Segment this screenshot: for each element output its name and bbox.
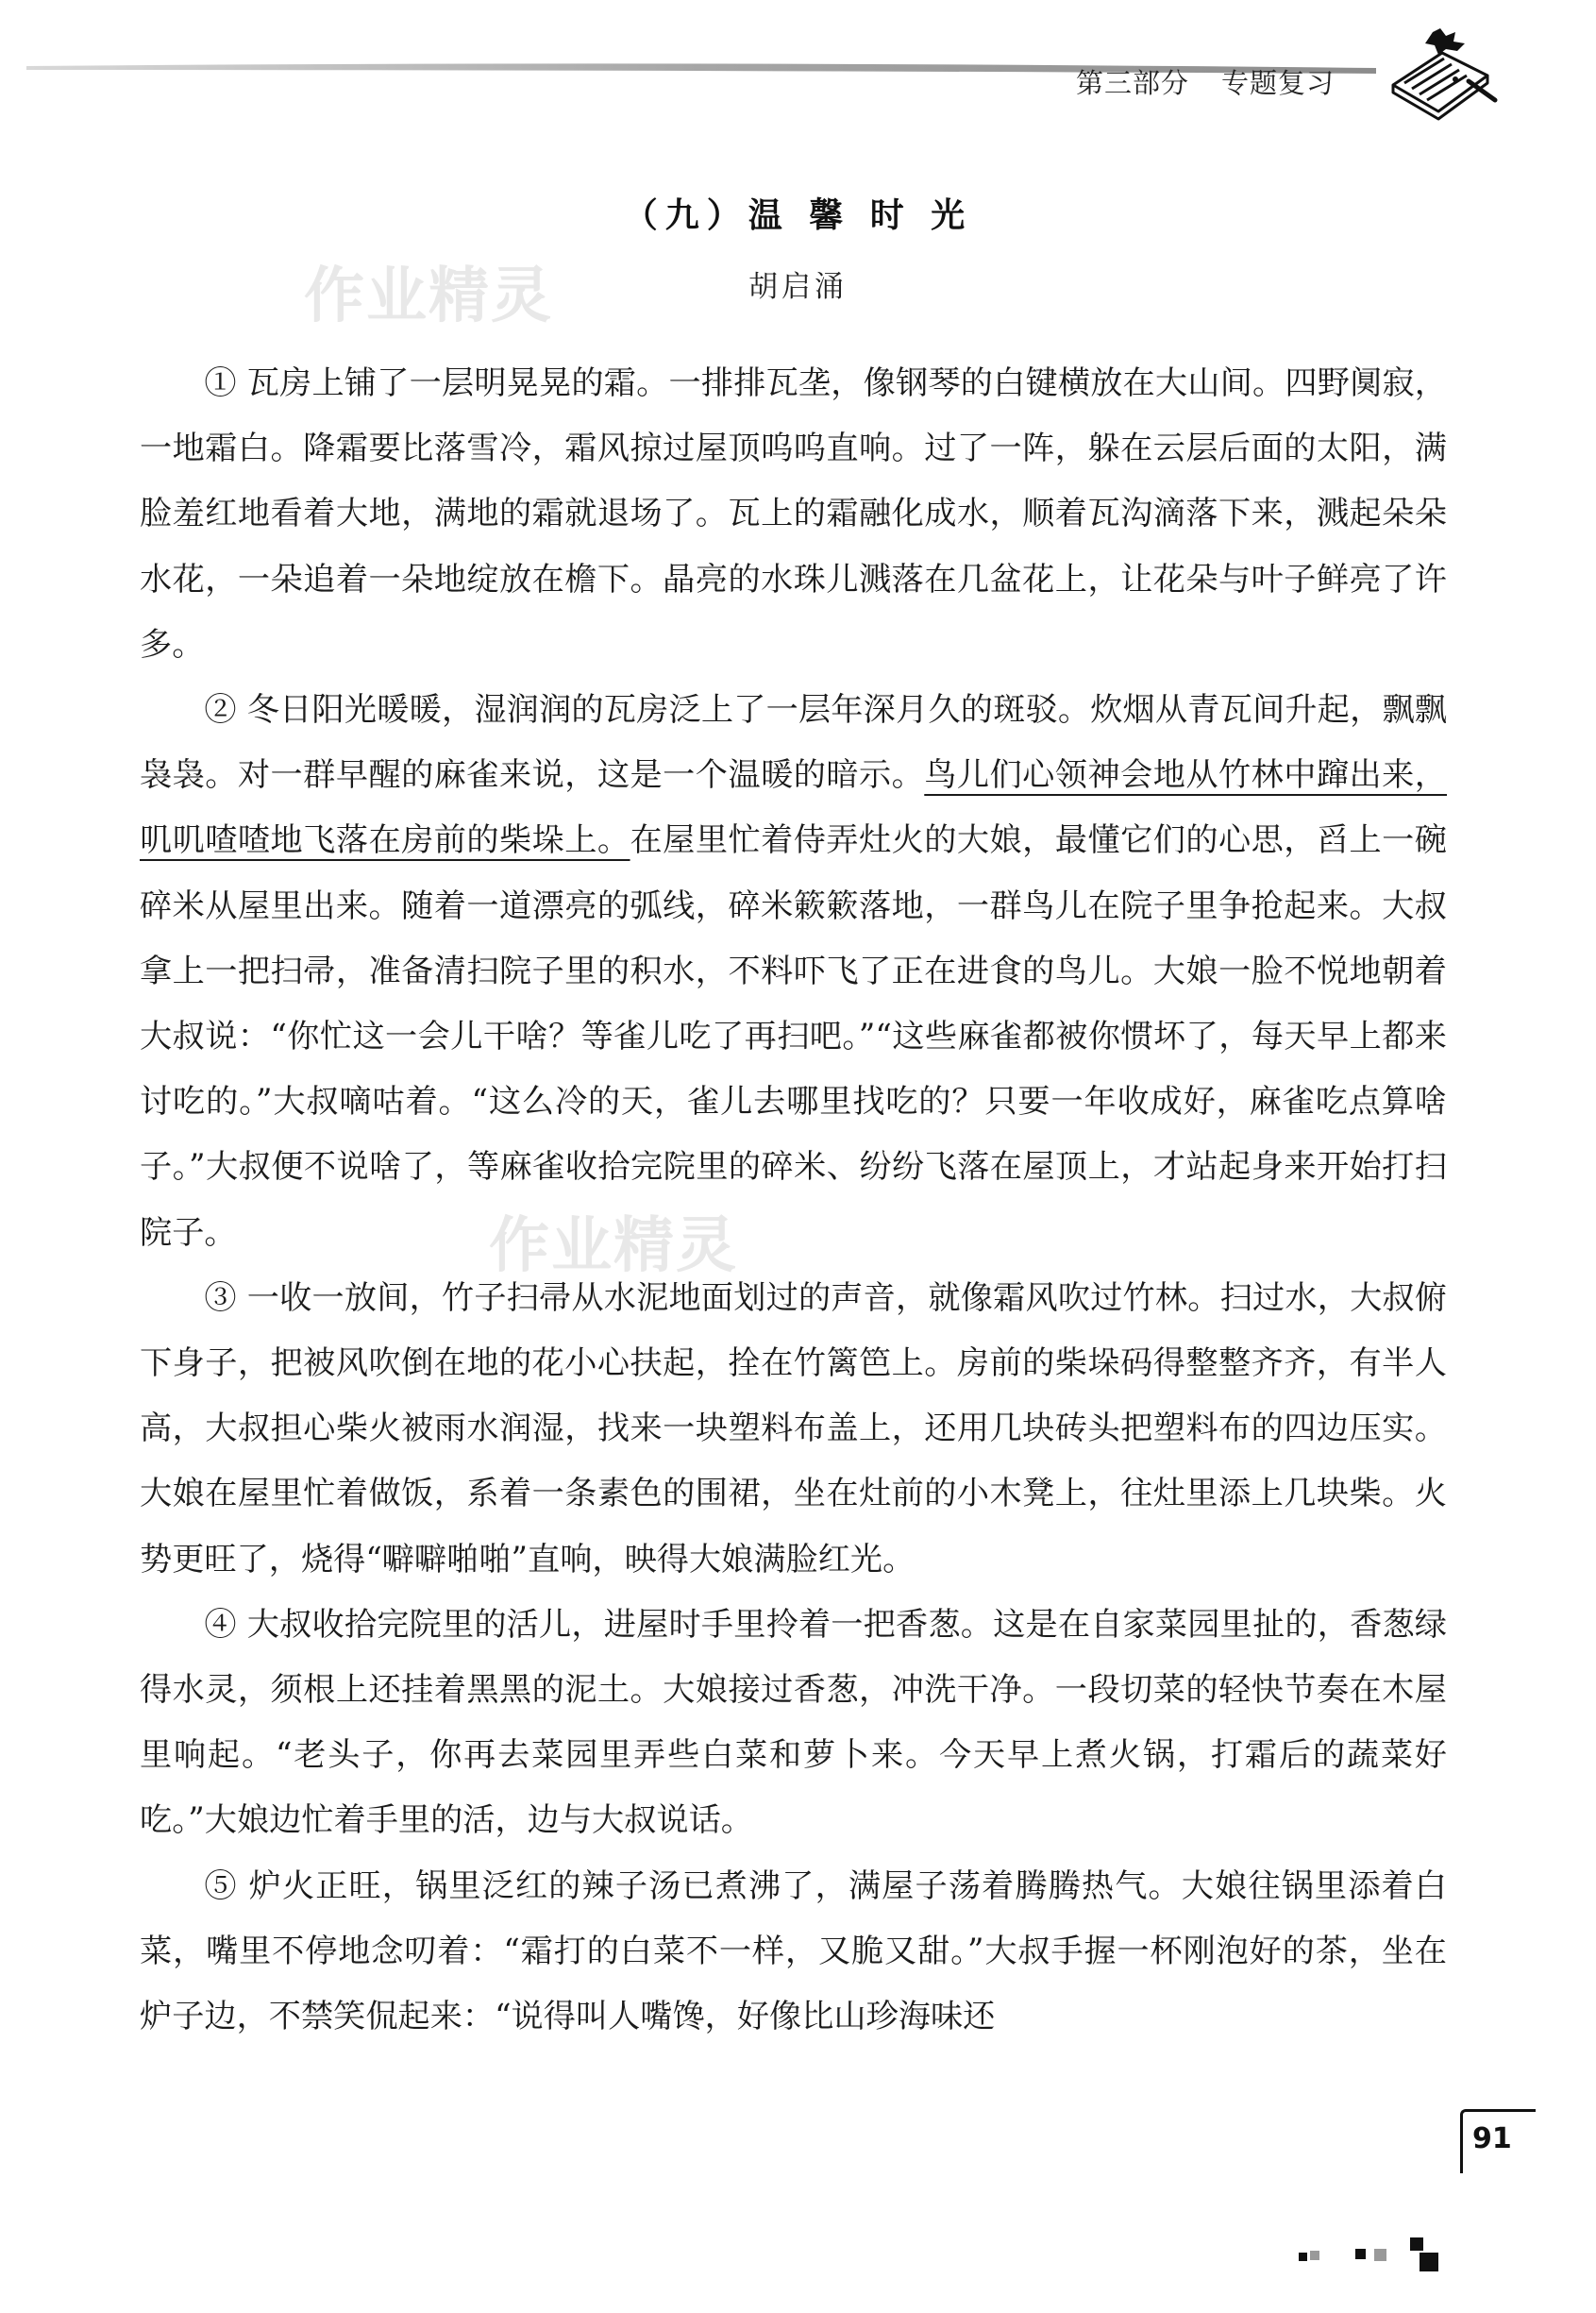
watermark: 作业精灵	[304, 262, 553, 331]
article-author: 胡启涌	[748, 270, 848, 304]
paragraph-1: ① 瓦房上铺了一层明晃晃的霜。一排排瓦垄，像钢琴的白键横放在大山间。四野阒寂，一地霜白。降霜要比落雪冷，霜风掠过屋顶呜呜直响。过了一阵，躲在云层后面的太阳，满脸羞红地看着大地，满地的霜就退场了。瓦上的霜融化成水，顺着瓦沟滴落下来，溅起朵朵水花，一朵追着一朵地绽放在檐下。晶亮的水珠儿溅落在几盆花上，让花朵与叶子鲜亮了许多。	[140, 364, 1447, 664]
article-title: （九）温 馨 时 光	[623, 196, 973, 235]
topic-label: 专题复习	[1221, 67, 1336, 99]
paragraph-2	[140, 678, 1447, 1266]
paragraph-4: ④ 大叔收拾完院里的活儿，进屋时手里拎着一把香葱。这是在自家菜园里扯的，香葱绿得水灵，须根上还挂着黑黑的泥土。大娘接过香葱，冲洗干净。一段切菜的轻快节奏在木屋里响起。“老头子，你再去菜园里弄些白菜和萝卜来。今天早上煮火锅，打霜后的蔬菜好吃。”大娘边忙着手里的活，边与大叔说话。	[140, 1605, 1447, 1840]
section-label	[1076, 62, 1335, 101]
paragraph-2-after: 在屋里忙着侍弄灶火的大娘，最懂它们的心思，舀上一碗碎米从屋里出来。随着一道漂亮的弧线，碎米簌簌落地，一群鸟儿在院子里争抢起来。大叔拿上一把扫帚，准备清扫院子里的积水，不料吓飞了正在进食的鸟儿。大娘一脸不悦地朝着大叔说：“你忙这一会儿干啥？等雀儿吃了再扫吧。”“这些麻雀都被你惯坏了，每天早上都来讨吃的。”大叔嘀咕着。“这么冷的天，雀儿去哪里找吃的？只要一年收成好，麻雀吃点算啥子。”大叔便不说啥了，等麻雀收拾完院里的碎米、纷纷飞落在屋顶上，才站起身来开始打扫院子。	[140, 821, 1447, 1252]
part-label: 第三部分	[1076, 67, 1190, 99]
paragraph-3: ③ 一收一放间，竹子扫帚从水泥地面划过的声音，就像霜风吹过竹林。扫过水，大叔俯下身子，把被风吹倒在地的花小心扶起，拴在竹篱笆上。房前的柴垛码得整整齐齐，有半人高，大叔担心柴火被雨水润湿，找来一块塑料布盖上，还用几块砖头把塑料布的四边压实。大娘在屋里忙着做饭，系着一条素色的围裙，坐在灶前的小木凳上，往灶里添上几块柴。火势更旺了，烧得“噼噼啪啪”直响，映得大娘满脸红光。	[140, 1278, 1447, 1579]
notebook-pen-icon	[1386, 26, 1499, 121]
paragraph-2-before: ② 冬日阳光暖暖，湿润润的瓦房泛上了一层年深月久的斑驳。炊烟从青瓦间升起，飘飘袅袅。对一群早醒的麻雀来说，这是一个温暖的暗示。	[140, 691, 1447, 795]
paragraph-5: ⑤ 炉火正旺，锅里泛红的辣子汤已煮沸了，满屋子荡着腾腾热气。大娘往锅里添着白菜，嘴里不停地念叨着：“霜打的白菜不一样，又脆又甜。”大叔手握一杯刚泡好的茶，坐在炉子边，不禁笑侃起来：“说得叫人嘴馋，好像比山珍海味还	[140, 1866, 1447, 2036]
underlined-sentence: 鸟儿们心领神会地从竹林中蹿出来，叽叽喳喳地飞落在房前的柴垛上。	[140, 756, 1447, 860]
watermark: 作业精灵	[489, 1211, 738, 1281]
article-body	[140, 351, 1447, 2050]
decorative-squares-icon	[1293, 2219, 1463, 2275]
page-number: 91	[1472, 2122, 1512, 2155]
